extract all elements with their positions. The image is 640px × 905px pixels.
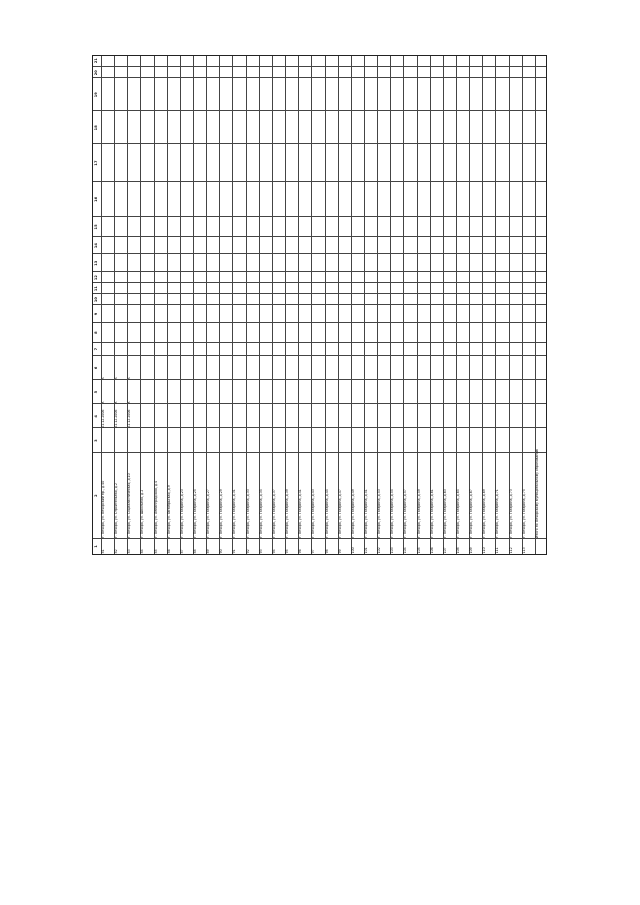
- column-header: 5: [94, 390, 98, 394]
- table-cell: г. Печора, ул. Гагарина, д.59: [416, 489, 421, 538]
- table-cell: г. Печора, ул. Гагарина, д.27: [206, 489, 211, 538]
- column-header: 20: [94, 70, 98, 76]
- column-header: 12: [94, 275, 98, 281]
- table-cell: 21.12.2006: [114, 409, 119, 428]
- table-cell: г. Печора, ул. Гагарина, д.33: [245, 489, 250, 538]
- table-cell: г. Печора, ул. Гагарина, д.43: [311, 489, 316, 538]
- table-cell: г. Печора, ул. Гагарина, д.57: [403, 489, 408, 538]
- table-cell: г. Печора, ул. Гагарина, д.67: [469, 489, 474, 538]
- table-cell: 113: [521, 547, 526, 554]
- column-divider: [93, 355, 546, 356]
- column-header: 15: [94, 224, 98, 230]
- table-cell: 105: [416, 547, 421, 554]
- table-cell: г. Печора, ул. Школьная, д.2: [140, 489, 145, 538]
- table-cell: 89: [206, 549, 211, 554]
- table-cell: Х: [127, 401, 132, 404]
- column-header: 16: [94, 196, 98, 202]
- table-cell: 99: [337, 549, 342, 554]
- table-cell: г. Печора, ул. Ленинградская, д.4: [153, 480, 158, 538]
- table-cell: 108: [455, 547, 460, 554]
- column-divider: [93, 181, 546, 182]
- column-divider: [93, 216, 546, 217]
- table-cell: 92: [245, 549, 250, 554]
- table-cell: г. Печора, ул. Гагарина, д.35: [258, 489, 263, 538]
- column-divider: [93, 452, 546, 453]
- table-cell: 109: [469, 547, 474, 554]
- column-divider: [93, 304, 546, 305]
- table-cell: 102: [377, 547, 382, 554]
- column-header: 8: [94, 331, 98, 334]
- data-table: [92, 55, 547, 555]
- column-header: 10: [94, 297, 98, 303]
- table-cell: 87: [179, 549, 184, 554]
- table-cell: г. Печора, ул. Гагарина, д.37: [271, 489, 276, 538]
- table-cell: г. Печора, ул. Гагарина, д.47: [337, 489, 342, 538]
- column-divider: [93, 282, 546, 283]
- column-header: 1: [94, 545, 98, 548]
- column-divider: [93, 427, 546, 428]
- table-cell: 88: [193, 549, 198, 554]
- table-cell: 91: [232, 549, 237, 554]
- column-divider: [93, 403, 546, 404]
- table-cell: Х: [114, 377, 119, 380]
- table-cell: г. Печора, ул. Гагарина, д.39: [285, 489, 290, 538]
- column-header: 18: [94, 125, 98, 131]
- table-cell: г. Печора, ул. Гагарина, д.75: [521, 489, 526, 538]
- table-cell: 83: [127, 549, 132, 554]
- table-cell: г. Печора, ул. Гагарина, д.45: [324, 489, 329, 538]
- table-cell: 82: [114, 549, 119, 554]
- table-cell: Х: [127, 377, 132, 380]
- column-header: 13: [94, 260, 98, 266]
- table-cell: 90: [219, 549, 224, 554]
- table-cell: 110: [482, 547, 487, 554]
- table-cell: 21.12.2006: [127, 409, 132, 428]
- total-row-label: Итого по Печорскому муниципальному образованию: [534, 448, 539, 538]
- column-header: 4: [94, 415, 98, 418]
- column-header: 3: [94, 439, 98, 442]
- table-cell: 86: [166, 549, 171, 554]
- table-cell: г. Печора, ул. Гагарина, д.53: [377, 489, 382, 538]
- table-cell: г. Печора, ул. Гагарина, д.63: [442, 489, 447, 538]
- table-cell: Х: [114, 401, 119, 404]
- table-cell: г. Печора, ул. Гагарина, д.69: [482, 489, 487, 538]
- table-cell: 112: [508, 547, 513, 554]
- column-divider: [93, 342, 546, 343]
- table-cell: 81: [101, 549, 105, 554]
- column-divider: [93, 322, 546, 323]
- column-header: 9: [94, 312, 98, 316]
- table-cell: 95: [285, 549, 290, 554]
- table-cell: 85: [153, 549, 158, 554]
- table-cell: 94: [271, 549, 276, 554]
- column-divider: [93, 538, 546, 539]
- table-cell: 111: [495, 547, 500, 554]
- table-cell: г. Печора, ул. Гагарина, д.31: [232, 489, 237, 538]
- table-cell: 103: [390, 547, 395, 554]
- column-divider: [93, 253, 546, 254]
- column-divider: [93, 379, 546, 380]
- table-cell: 98: [324, 549, 329, 554]
- table-cell: г. Печора, ул. Гагарина, д.49: [350, 489, 355, 538]
- rotated-table-sheet: [92, 55, 547, 555]
- table-cell: г. Печора, ул. Гагарина, д.55: [390, 489, 395, 538]
- column-divider: [93, 110, 546, 111]
- table-cell: 104: [403, 547, 408, 554]
- table-cell: г. Печора, ул. Гагарина, д.51: [363, 489, 368, 538]
- column-divider: [93, 271, 546, 272]
- table-cell: г. Печора, ул. Гагарина, д.73: [508, 489, 513, 538]
- table-cell: г. Печора, ул. Гагарина, д.61: [429, 489, 434, 538]
- table-cell: г. Печора, ул. Печорский пр., д.40: [101, 480, 105, 538]
- table-cell: Х: [101, 401, 105, 404]
- column-divider: [93, 77, 546, 78]
- table-cell: г. Печора, ул. Гагарина, д.29: [219, 489, 224, 538]
- table-cell: г. Печора, ул. Октябрьская, д.9: [166, 485, 171, 538]
- column-header: 7: [94, 347, 98, 351]
- table-cell: Х: [101, 377, 105, 380]
- table-cell: 106: [429, 547, 434, 554]
- column-header: 6: [94, 366, 98, 370]
- table-cell: г. Печора, ул. Гагарина, д.23: [179, 489, 184, 538]
- table-cell: г. Печора, ул. Гагарина, д.25: [193, 489, 198, 538]
- column-divider: [93, 143, 546, 144]
- column-header: 11: [94, 286, 98, 292]
- table-cell: 84: [140, 549, 145, 554]
- table-cell: 97: [311, 549, 316, 554]
- table-cell: 101: [363, 547, 368, 554]
- column-header: 21: [94, 58, 98, 64]
- table-cell: г. Печора, ул. Гагарина, д.71: [495, 489, 500, 538]
- table-cell: 21.12.2006: [101, 409, 105, 428]
- table-cell: 100: [350, 547, 355, 554]
- column-header: 17: [94, 160, 98, 166]
- table-cell: 107: [442, 547, 447, 554]
- table-cell: г. Печора, ул. Гагарина, д.41: [298, 489, 303, 538]
- column-header: 14: [94, 243, 98, 249]
- table-cell: г. Печора, ул. Строительная, д.2: [114, 483, 119, 538]
- column-divider: [93, 66, 546, 67]
- column-header: 2: [94, 494, 98, 497]
- column-divider: [93, 236, 546, 237]
- column-header: 19: [94, 92, 98, 98]
- column-divider: [93, 293, 546, 294]
- table-cell: г. Печора, ул. Гагарина, д.65: [455, 489, 460, 538]
- table-cell: 93: [258, 549, 263, 554]
- table-cell: 96: [298, 549, 303, 554]
- table-cell: г. Печора, ул. Социалистическая, д.10: [127, 473, 132, 538]
